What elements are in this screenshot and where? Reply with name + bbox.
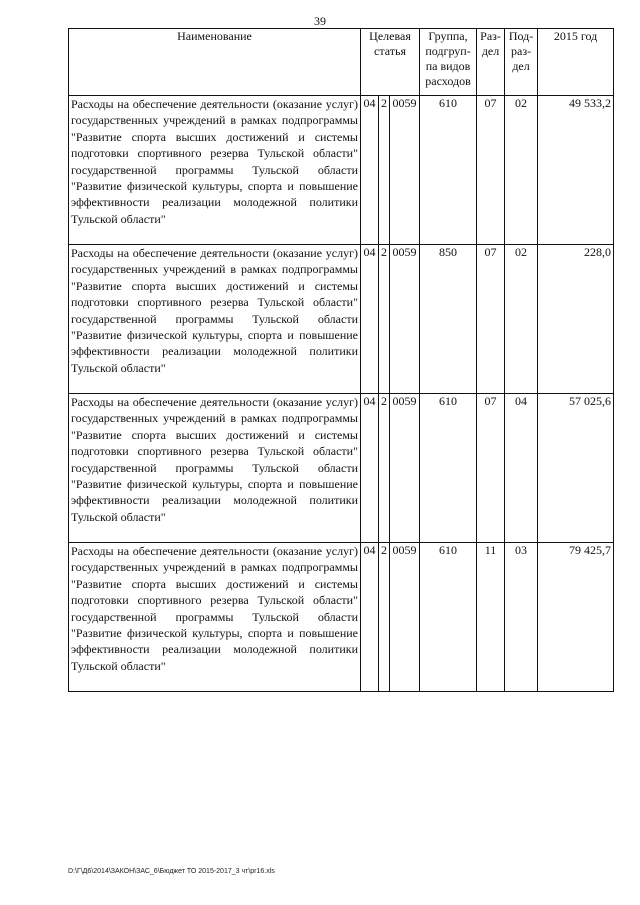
- row-name: Расходы на обеспечение деятельности (оказание услуг) государственных учреждений в рамках подпрограммы "Развитие спорта высших достижений и системы подготовки спортивного резерва Тульской области" государственной программы Тульской области "Развитие физической культуры, спорта и повышение эффективности реализации молодежной политики Тульской области": [69, 543, 361, 692]
- row-article-2: 2: [379, 394, 390, 543]
- row-subsection: 02: [505, 96, 538, 245]
- header-year: 2015 год: [538, 29, 614, 96]
- header-subsection: Под-раз-дел: [505, 29, 538, 96]
- row-group: 610: [420, 543, 477, 692]
- row-article-3: 0059: [390, 245, 420, 394]
- row-group: 610: [420, 96, 477, 245]
- row-amount: 57 025,6: [538, 394, 614, 543]
- header-name: Наименование: [69, 29, 361, 96]
- row-article-2: 2: [379, 245, 390, 394]
- row-amount: 228,0: [538, 245, 614, 394]
- table-header-row: [69, 29, 614, 96]
- row-section: 11: [477, 543, 505, 692]
- table-row: [69, 96, 614, 245]
- row-amount: 49 533,2: [538, 96, 614, 245]
- table-row: [69, 245, 614, 394]
- header-expense-group: Группа, подгруп-па видов расходов: [420, 29, 477, 96]
- row-subsection: 03: [505, 543, 538, 692]
- page-number: 39: [314, 14, 326, 28]
- row-section: 07: [477, 245, 505, 394]
- row-article-1: 04: [361, 394, 379, 543]
- row-amount: 79 425,7: [538, 543, 614, 692]
- row-section: 07: [477, 394, 505, 543]
- budget-table: [68, 28, 614, 692]
- row-subsection: 04: [505, 394, 538, 543]
- row-group: 850: [420, 245, 477, 394]
- header-section: Раз-дел: [477, 29, 505, 96]
- footer-file-path: D:\Г\Д6\2014\ЗАКОН\ЗАС_6\Бюджет ТО 2015-2017_3 чт\pr16.xls: [68, 868, 275, 875]
- table-row: [69, 394, 614, 543]
- row-article-1: 04: [361, 543, 379, 692]
- row-article-1: 04: [361, 96, 379, 245]
- row-name: Расходы на обеспечение деятельности (оказание услуг) государственных учреждений в рамках подпрограммы "Развитие спорта высших достижений и системы подготовки спортивного резерва Тульской области" государственной программы Тульской области "Развитие физической культуры, спорта и повышение эффективности реализации молодежной политики Тульской области": [69, 245, 361, 394]
- row-group: 610: [420, 394, 477, 543]
- row-article-2: 2: [379, 543, 390, 692]
- header-target-article: Целевая статья: [361, 29, 420, 96]
- row-name: Расходы на обеспечение деятельности (оказание услуг) государственных учреждений в рамках подпрограммы "Развитие спорта высших достижений и системы подготовки спортивного резерва Тульской области" государственной программы Тульской области "Развитие физической культуры, спорта и повышение эффективности реализации молодежной политики Тульской области": [69, 96, 361, 245]
- row-article-3: 0059: [390, 96, 420, 245]
- row-subsection: 02: [505, 245, 538, 394]
- table-row: [69, 543, 614, 692]
- row-name: Расходы на обеспечение деятельности (оказание услуг) государственных учреждений в рамках подпрограммы "Развитие спорта высших достижений и системы подготовки спортивного резерва Тульской области" государственной программы Тульской области "Развитие физической культуры, спорта и повышение эффективности реализации молодежной политики Тульской области": [69, 394, 361, 543]
- row-section: 07: [477, 96, 505, 245]
- row-article-2: 2: [379, 96, 390, 245]
- row-article-3: 0059: [390, 543, 420, 692]
- row-article-1: 04: [361, 245, 379, 394]
- row-article-3: 0059: [390, 394, 420, 543]
